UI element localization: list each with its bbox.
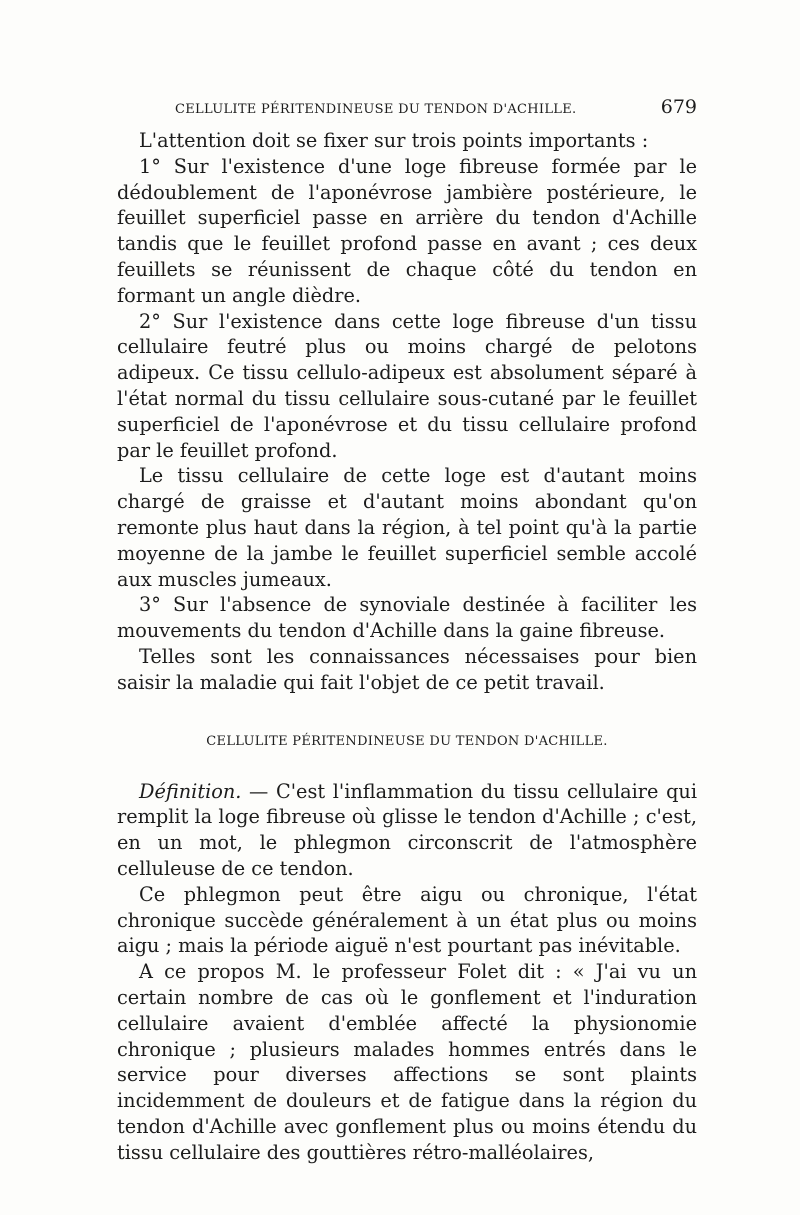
section-title: CELLULITE PÉRITENDINEUSE DU TENDON D'ACHILLE. bbox=[206, 733, 608, 749]
paragraph: L'attention doit se fixer sur trois points importants : bbox=[139, 129, 649, 152]
paragraph: A ce propos M. le professeur Folet dit : « J'ai vu un certain nombre de cas où le gonflement et l'induration cellulaire avaient d'emblée affecté la physionomie chronique ; plusieurs malades hommes entrés dans le service pour diverses affections se sont plaints incidemment de douleurs et de fatigue dans la région du tendon d'Achille avec gonflement plus ou moins étendu du tissu cellulaire des gouttières rétro-malléolaires, bbox=[117, 960, 697, 1164]
paragraph: 2° Sur l'existence dans cette loge fibreuse d'un tissu cellulaire feutré plus ou moins chargé de pelotons adipeux. Ce tissu cellulo-adipeux est absolument séparé à l'état normal du tissu cellulaire sous-cutané par le feuillet superficiel de l'aponévrose et du tissu cellulaire profond par le feuillet profond. bbox=[117, 309, 697, 462]
definition-lead: Définition. bbox=[139, 779, 242, 803]
paragraph: 1° Sur l'existence d'une loge fibreuse formée par le dédoublement de l'aponévrose jambière postérieure, le feuillet superficiel passe en arrière du tendon d'Achille tandis que le feuillet profond passe en avant ; ces deux feuillets se réunissent de chaque côté du tendon en formant un angle dièdre. bbox=[117, 154, 697, 307]
page-number: 679 bbox=[660, 96, 697, 118]
definition-paragraph bbox=[117, 779, 697, 882]
book-page bbox=[117, 96, 697, 1165]
paragraph: Ce phlegmon peut être aigu ou chronique, l'état chronique succède généralement à un état plus ou moins aigu ; mais la période aiguë n'est pourtant pas inévitable. bbox=[117, 882, 697, 958]
definition-text: — C'est l'inflammation du tissu cellulaire qui remplit la loge fibreuse où glisse le tendon d'Achille ; c'est, en un mot, le phlegmon circonscrit de l'atmosphère celluleuse de ce tendon. bbox=[117, 779, 697, 880]
running-header bbox=[175, 96, 697, 124]
paragraph: 3° Sur l'absence de synoviale destinée à faciliter les mouvements du tendon d'Achille dans la gaine fibreuse. bbox=[117, 593, 697, 643]
paragraph: Le tissu cellulaire de cette loge est d'autant moins chargé de graisse et d'autant moins abondant qu'on remonte plus haut dans la région, à tel point qu'à la partie moyenne de la jambe le feuillet superficiel semble accolé aux muscles jumeaux. bbox=[117, 464, 697, 591]
paragraph: Telles sont les connaissances nécessaises pour bien saisir la maladie qui fait l'objet de ce petit travail. bbox=[117, 644, 697, 694]
running-title: CELLULITE PÉRITENDINEUSE DU TENDON D'ACHILLE. bbox=[175, 102, 577, 117]
